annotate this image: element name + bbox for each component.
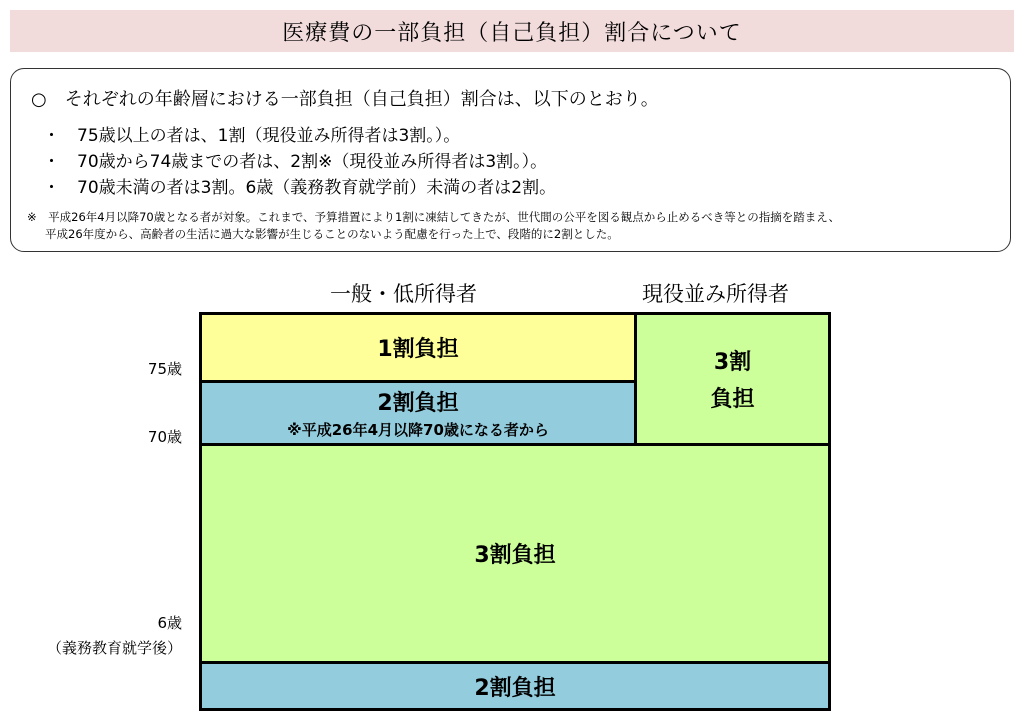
bullet-item: ・ 70歳から74歳までの者は、2割※（現役並み所得者は3割。）。 [43, 152, 548, 172]
cell-3-percent-under-70 [199, 443, 831, 664]
notes-box [10, 68, 1011, 252]
bullet-item: ・ 70歳未満の者は3割。6歳（義務教育就学前）未満の者は2割。 [43, 178, 557, 198]
cell-1-percent-over-75 [199, 312, 637, 383]
summary-line: ○ それぞれの年齢層における一部負担（自己負担）割合は、以下のとおり。 [31, 89, 659, 110]
footnote-line: ※ 平成26年4月以降70歳となる者が対象。これまで、予算措置により1割に凍結してきたが、世代間の公平を図る観点から止めるべき等との指摘を踏まえ、 [27, 210, 840, 224]
cell-2-percent-70-74 [199, 380, 637, 446]
age-label-6: 6歳 [157, 614, 182, 632]
cell-label-bottom: 負担 [710, 387, 755, 412]
age-label-75: 75歳 [147, 360, 182, 378]
cell-label: 2割負担 [377, 391, 459, 416]
cell-3-percent-active-income [634, 312, 831, 446]
cell-note: ※平成26年4月以降70歳になる者から [287, 421, 549, 439]
page-title: 医療費の一部負担（自己負担）割合について [10, 10, 1014, 52]
cell-2-percent-preschool [199, 661, 831, 711]
age-label-70: 70歳 [147, 428, 182, 446]
header-general: 一般・低所得者 [330, 282, 477, 306]
footnote-line: 平成26年度から、高齢者の生活に過大な影響が生じることのないよう配慮を行った上で、段階的に2割とした。 [45, 227, 619, 241]
cell-label: 2割負担 [474, 675, 556, 701]
cell-label: 3割負担 [474, 543, 556, 568]
bullet-item: ・ 75歳以上の者は、1割（現役並み所得者は3割。）。 [43, 126, 461, 146]
age-label-6-note: （義務教育就学後） [46, 639, 182, 657]
cell-label-top: 3割 [713, 350, 752, 375]
cell-label: 1割負担 [377, 337, 459, 362]
header-active-income: 現役並み所得者 [642, 282, 789, 306]
